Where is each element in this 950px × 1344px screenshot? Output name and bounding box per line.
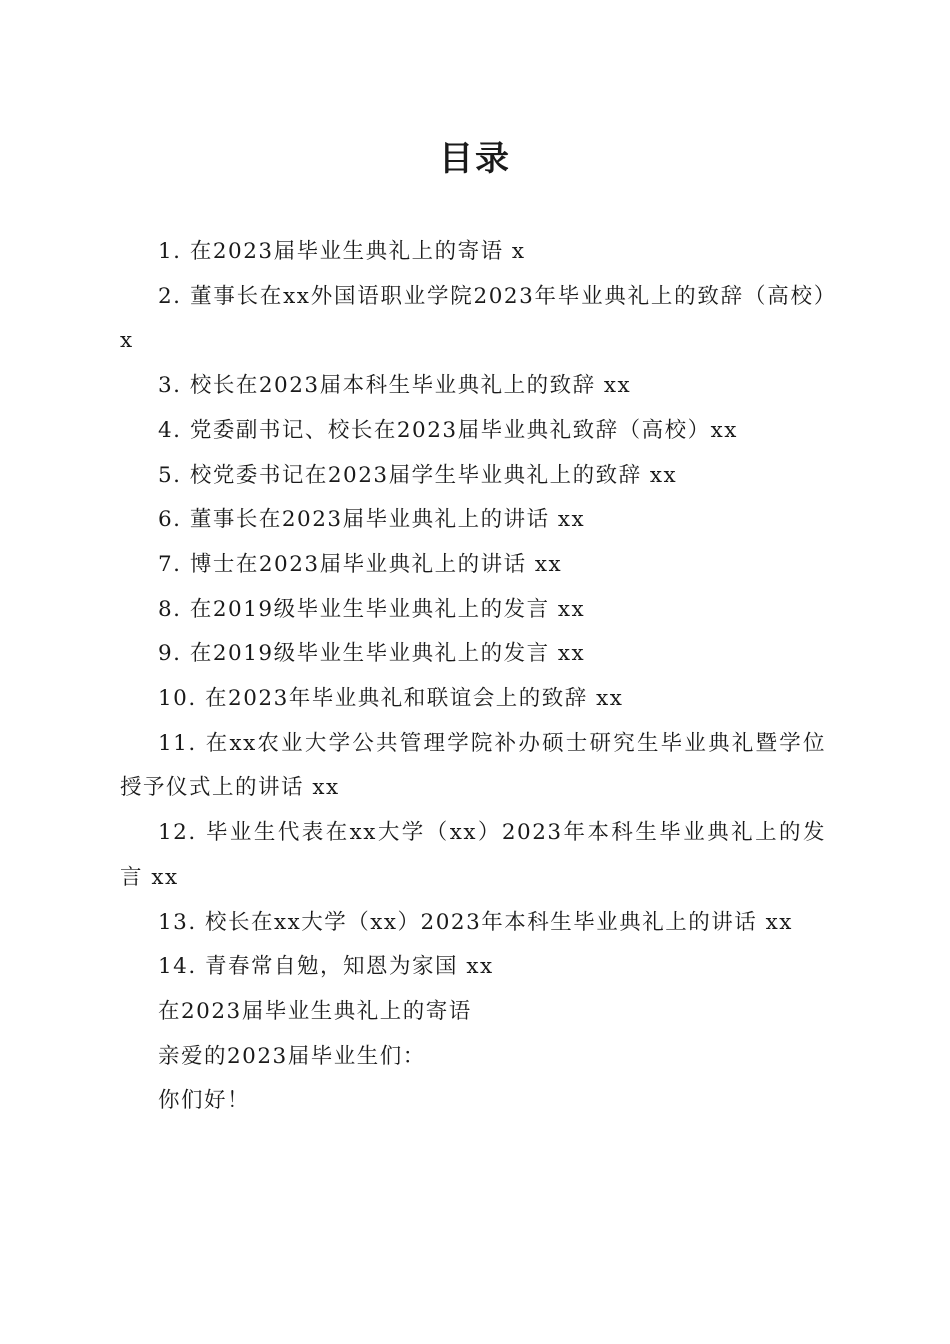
- toc-entry-4: 4. 党委副书记、校长在2023届毕业典礼致辞（高校）xx: [158, 417, 738, 443]
- body-greeting: 你们好！: [158, 1088, 251, 1114]
- toc-entry-9: 9. 在2019级毕业生毕业典礼上的发言 xx: [158, 641, 586, 667]
- toc-entry-3: 3. 校长在2023届本科生毕业典礼上的致辞 xx: [158, 373, 632, 399]
- toc-entry-8: 8. 在2019级毕业生毕业典礼上的发言 xx: [158, 596, 586, 622]
- toc-entry-2: 2. 董事长在xx外国语职业学院2023年毕业典礼上的致辞（高校）x: [120, 283, 826, 354]
- toc-entry-1: 1. 在2023届毕业生典礼上的寄语 x: [158, 239, 526, 264]
- toc-entry-5: 5. 校党委书记在2023届学生毕业典礼上的致辞 xx: [158, 462, 678, 488]
- toc-entry-6: 6. 董事长在2023届毕业典礼上的讲话 xx: [158, 507, 586, 533]
- toc-entry-7: 7. 博士在2023届毕业典礼上的讲话 xx: [158, 551, 563, 577]
- toc-entry-11: 11. 在xx农业大学公共管理学院补办硕士研究生毕业典礼暨学位授予仪式上的讲话 xx: [120, 730, 826, 801]
- body-heading: 在2023届毕业生典礼上的寄语: [158, 998, 472, 1024]
- toc-entry-13: 13. 校长在xx大学（xx）2023年本科生毕业典礼上的讲话 xx: [158, 909, 793, 935]
- toc-entry-14: 14. 青春常自勉，知恩为家国 xx: [158, 954, 494, 980]
- document-body: [120, 230, 826, 1124]
- toc-entry-10: 10. 在2023年毕业典礼和联谊会上的致辞 xx: [158, 686, 624, 712]
- toc-entry-12: 12. 毕业生代表在xx大学（xx）2023年本科生毕业典礼上的发言 xx: [120, 820, 826, 890]
- document-title: 目录: [439, 139, 511, 179]
- body-salutation: 亲爱的2023届毕业生们：: [158, 1043, 426, 1069]
